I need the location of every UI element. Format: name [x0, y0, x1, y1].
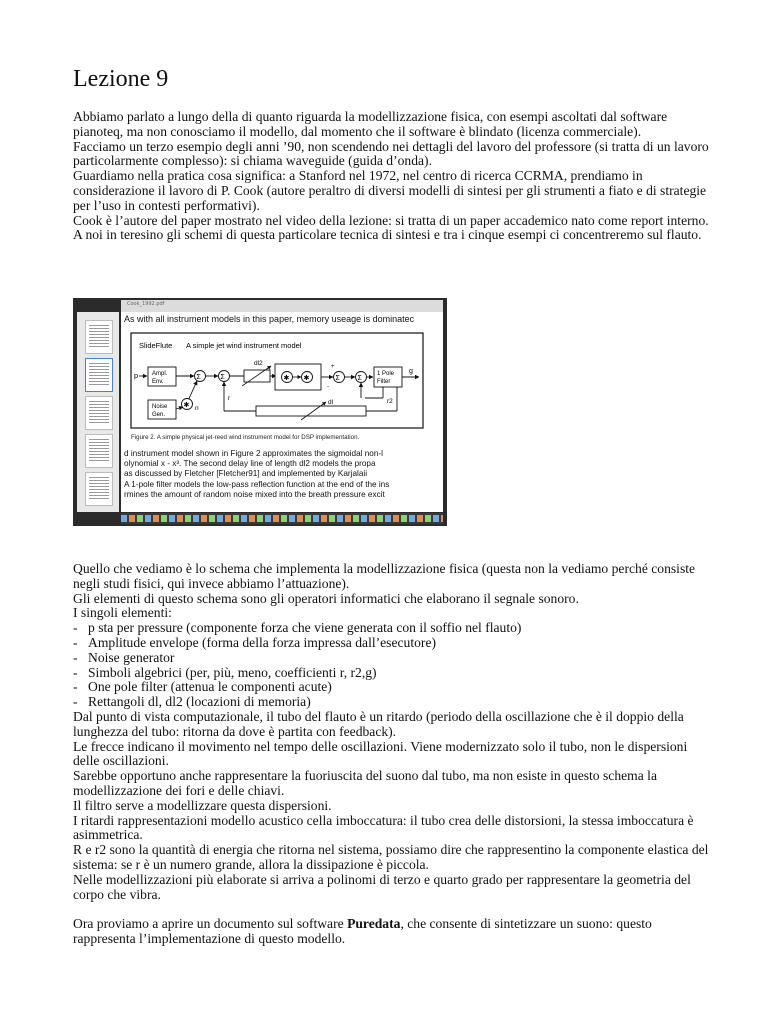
sigma-symbol: Σ — [196, 374, 201, 381]
slideflute-diagram — [121, 312, 443, 432]
puredata-term: Puredata — [347, 916, 401, 932]
list-item — [73, 636, 713, 651]
times-symbol: ✱ — [303, 375, 310, 382]
final-text-after: , che consente di sintetizzare un suono: questo rappresenta l’implementazione di questo modello. — [73, 916, 652, 946]
paragraph: I ritardi rappresentazioni modello acustico cella imboccatura: il tubo crea delle distorsioni, la stessa imboccatura è asimmetrica. — [73, 812, 694, 843]
label-ampl: Ampl. — [152, 371, 168, 377]
dock-app-icons — [121, 515, 443, 522]
list-item-text: Noise generator — [88, 649, 175, 665]
paragraph: Guardiamo nella pratica cosa significa: a Stanford nel 1972, nel centro di ricerca CCRMA, prendiamo in considerazione il lavoro di P. Cook (autore peraltro di diversi modelli di sintesi per gli strumenti a fiato e di strategie per l’uso in contesti performativi). — [73, 168, 707, 213]
paragraph: Abbiamo parlato a lungo della di quanto riguarda la modellizzazione fisica, con esempi ascoltati dal software pianoteq, ma non conosciamo il modello, dal momento che il software è blindato (licenza commerciale). — [73, 109, 668, 139]
paragraph: Le frecce indicano il movimento nel tempo delle oscillazioni. Viene modernizzato solo il tubo, non le dispersioni delle oscillazioni. — [73, 738, 688, 769]
list-item — [73, 651, 713, 666]
bullet-dash: - — [73, 664, 78, 680]
paper-heading-line: As with all instrument models in this paper, memory useage is dominatec — [124, 314, 415, 324]
list-item-text: p sta per pressure (componente forza che viene generata con il soffio nel flauto) — [88, 620, 522, 636]
final-text-before: Ora proviamo a aprire un documento sul software — [73, 916, 348, 932]
paragraph: Cook è l’autore del paper mostrato nel video della lezione: si tratta di un paper accademico nato come report interno. A noi in teresino gli schemi di questa particolare tecnica di sintesi e tra i cinque esempi ci concentreremo sul flauto. — [73, 212, 709, 243]
bullet-dash: - — [73, 679, 78, 695]
page-thumbnail — [85, 472, 113, 506]
paragraph: Gli elementi di questo schema sono gli operatori informatici che elaborano il segnale sonoro. — [73, 590, 579, 606]
list-item-text: Amplitude envelope (forma della forza impressa dall’esecutore) — [88, 634, 437, 650]
paper-line: olynomial x - x³. The second delay line of length dl2 models the propa — [124, 459, 376, 469]
paragraph: Dal punto di vista computazionale, il tubo del flauto è un ritardo (periodo della oscillazione che è il doppio della lunghezza del tubo: ritorna da dove è partita con feedback). — [73, 708, 684, 739]
label-p: p — [134, 371, 139, 380]
spacer — [73, 902, 713, 917]
viewer-toolbar — [121, 300, 443, 312]
paper-line: A 1-pole filter models the low-pass reflection function at the end of the ins — [124, 479, 390, 489]
paper-screenshot-figure — [73, 298, 447, 526]
list-item — [73, 621, 713, 636]
paragraph: Nelle modellizzazioni più elaborate si arriva a polinomi di terzo e quarto grado per rappresentare la geometria del corpo che vibra. — [73, 871, 691, 902]
times-symbol: ✱ — [183, 402, 190, 409]
paragraph: R e r2 sono la quantità di energia che ritorna nel sistema, possiamo dire che rappresentino la componente elastica del sistema: se r è un numero grande, allora la dissipazione è piccola. — [73, 842, 709, 872]
bullet-dash: - — [73, 694, 78, 710]
label-dl2: dl2 — [254, 360, 263, 367]
label-r2: r2 — [387, 398, 393, 405]
page-title: Lezione 9 — [73, 66, 169, 92]
paragraph: Il filtro serve a modellizzare questa dispersioni. — [73, 797, 332, 813]
paragraph: Facciamo un terzo esempio degli anni ’90, non scendendo nei dettagli del lavoro del professore (si tratta di un lavoro particolarmente complesso): si chiama waveguide (guida d’onda). — [73, 138, 709, 169]
macos-dock — [121, 513, 443, 524]
final-paragraph — [73, 917, 713, 947]
bullet-dash: - — [73, 634, 78, 650]
model-name: SlideFlute — [139, 341, 173, 350]
sigma-symbol: Σ — [335, 375, 340, 382]
sigma-symbol: Σ — [357, 375, 362, 382]
label-r: r — [228, 395, 231, 402]
intro-section — [73, 110, 713, 243]
paragraph: Quello che vediamo è lo schema che implementa la modellizzazione fisica (questa non la vediamo perché consiste negli studi fisici, qui invece abbiamo l’attuazione). — [73, 561, 696, 591]
label-n: n — [195, 405, 199, 412]
explanation-section — [73, 562, 713, 947]
plus-sign: + — [331, 364, 335, 370]
label-env: Env. — [152, 379, 164, 385]
figure-caption: Figure 2. A simple physical jet-reed wind instrument model for DSP implementation. — [131, 434, 360, 441]
label-g: g — [409, 368, 413, 375]
window-title: Cook_1992.pdf — [127, 301, 165, 307]
paper-line: as discussed by Fletcher [Fletcher91] and implemented by Karjalaii — [124, 469, 368, 479]
paper-line: d instrument model shown in Figure 2 approximates the sigmoidal non-l — [124, 449, 383, 458]
list-item-text: Rettangoli dl, dl2 (locazioni di memoria) — [88, 694, 311, 710]
paper-body-text — [124, 449, 443, 500]
page-thumbnail — [85, 434, 113, 468]
page-thumbnail — [85, 396, 113, 430]
paper-line: rmines the amount of random noise mixed into the breath pressure excit — [124, 489, 385, 499]
list-item-text: Simboli algebrici (per, più, meno, coefficienti r, r2,g) — [88, 664, 377, 680]
label-noise: Noise — [152, 404, 168, 410]
thumbnail-sidebar — [77, 312, 119, 512]
page-thumbnail-active — [85, 358, 113, 392]
page-thumbnail — [85, 320, 113, 354]
paragraph: I singoli elementi: — [73, 605, 172, 621]
dl-delay-line — [256, 406, 366, 416]
label-gen: Gen. — [152, 412, 166, 418]
list-item — [73, 680, 713, 695]
label-filter-1: 1 Pole — [377, 371, 395, 377]
bullet-dash: - — [73, 649, 78, 665]
model-subtitle: A simple jet wind instrument model — [186, 341, 302, 350]
list-item — [73, 666, 713, 681]
times-symbol: ✱ — [283, 375, 290, 382]
bullet-dash: - — [73, 620, 78, 636]
list-item — [73, 695, 713, 710]
pdf-page — [121, 312, 443, 512]
paragraph: Sarebbe opportuno anche rappresentare la fuoriuscita del suono dal tubo, ma non esiste in questo schema la modellizzazione dei fori e delle chiavi. — [73, 768, 657, 798]
label-filter-2: Filter — [377, 379, 391, 385]
sigma-symbol: Σ — [220, 374, 225, 381]
list-item-text: One pole filter (attenua le componenti acute) — [88, 679, 332, 695]
label-dl: dl — [328, 399, 334, 406]
minus-sign: - — [327, 384, 329, 390]
